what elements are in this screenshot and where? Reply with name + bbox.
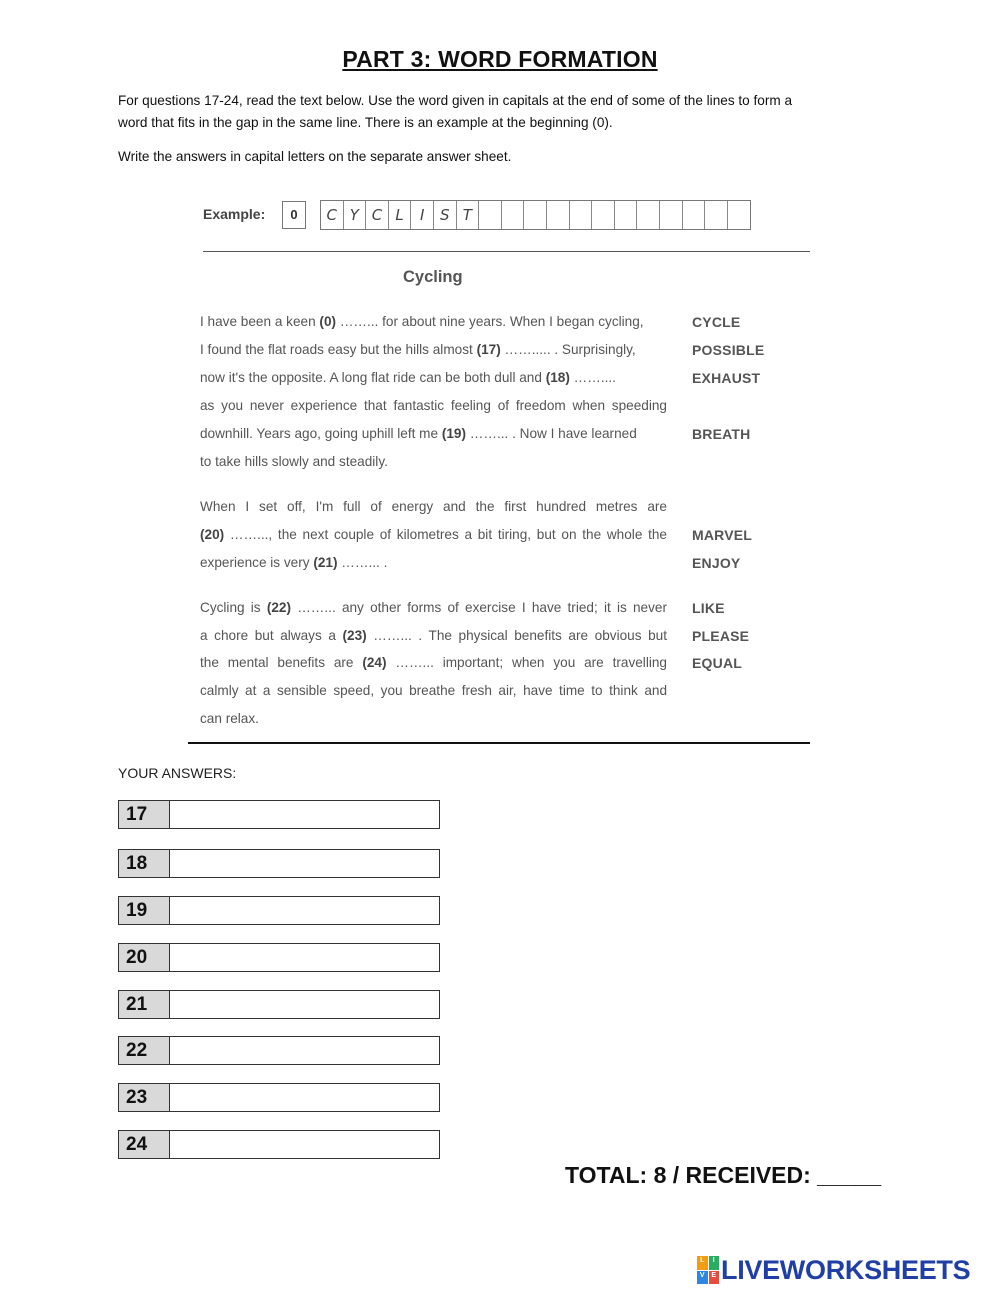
answer-input[interactable] xyxy=(170,944,439,971)
text-line xyxy=(200,314,667,329)
answer-row xyxy=(118,849,440,878)
answer-row xyxy=(118,896,440,925)
example-letter-box xyxy=(637,201,660,229)
text-line-segment: ……... . Now I have learned xyxy=(466,426,637,441)
gap-number: (20) xyxy=(200,527,225,542)
text-line-segment: now it's the opposite. A long flat ride can be both dull and xyxy=(200,370,546,385)
logo-text: LIVEWORKSHEETS xyxy=(721,1254,971,1285)
answer-number: 22 xyxy=(119,1037,170,1064)
logo-mark-letter: L xyxy=(697,1256,708,1270)
divider-bottom xyxy=(188,742,810,744)
text-line-segment: I have been a keen xyxy=(200,314,320,329)
logo-mark-letter: I xyxy=(709,1256,720,1270)
keyword: CYCLE xyxy=(692,314,741,330)
gap-number: (17) xyxy=(476,342,501,357)
answer-number: 19 xyxy=(119,897,170,924)
example-letter-box xyxy=(728,201,751,229)
gap-number: (21) xyxy=(313,555,338,570)
text-line xyxy=(200,711,667,726)
keyword: EXHAUST xyxy=(692,370,761,386)
answer-row xyxy=(118,1036,440,1065)
text-line xyxy=(200,426,667,441)
example-number: 0 xyxy=(282,201,306,229)
answer-row xyxy=(118,1083,440,1112)
instructions-line-1: For questions 17-24, read the text below. Use the word given in capitals at the end of some of the lines to form a xyxy=(118,93,793,108)
answer-row xyxy=(118,800,440,829)
answer-number: 24 xyxy=(119,1131,170,1158)
text-line-segment: to take hills slowly and steadily. xyxy=(200,454,388,469)
text-line-segment: When I set off, I'm full of energy and the first hundred metres are xyxy=(200,499,667,514)
example-letter-box xyxy=(547,201,570,229)
instructions-line-3: Write the answers in capital letters on the separate answer sheet. xyxy=(118,149,512,164)
example-letter-boxes xyxy=(320,200,751,230)
text-line-segment: I found the flat roads easy but the hills almost xyxy=(200,342,477,357)
answer-number: 20 xyxy=(119,944,170,971)
answer-number: 21 xyxy=(119,991,170,1018)
keyword: ENJOY xyxy=(692,555,741,571)
answer-number: 23 xyxy=(119,1084,170,1111)
text-line xyxy=(200,600,667,615)
text-line-segment: ……... any other forms of exercise I have tried; it is never xyxy=(291,600,667,615)
answer-input[interactable] xyxy=(170,897,439,924)
logo-mark-letter: E xyxy=(709,1271,720,1285)
answer-input[interactable] xyxy=(170,1084,439,1111)
text-line xyxy=(200,527,667,542)
gap-number: (19) xyxy=(441,426,467,441)
text-line-segment: as you never experience that fantastic feeling of freedom when speeding xyxy=(200,398,667,413)
answer-row xyxy=(118,990,440,1019)
example-label: Example: xyxy=(203,206,266,222)
text-title: Cycling xyxy=(403,268,463,286)
example-letter-box xyxy=(615,201,638,229)
text-line xyxy=(200,655,667,670)
example-letter-box: I xyxy=(411,201,434,229)
keyword: LIKE xyxy=(692,600,725,616)
text-line-segment: ……... important; when you are travelling xyxy=(386,655,667,670)
liveworksheets-logo xyxy=(697,1254,970,1286)
example-letter-box: S xyxy=(434,201,457,229)
text-line xyxy=(200,454,667,469)
text-line-segment: the mental benefits are xyxy=(200,655,363,670)
example-letter-box: L xyxy=(389,201,412,229)
keyword: EQUAL xyxy=(692,655,742,671)
answer-number: 18 xyxy=(119,850,170,877)
answer-row xyxy=(118,943,440,972)
keyword: POSSIBLE xyxy=(692,342,765,358)
text-line-segment: a chore but always a xyxy=(200,628,343,643)
answers-label: YOUR ANSWERS: xyxy=(118,765,237,781)
text-line xyxy=(200,555,667,570)
example-letter-box: T xyxy=(457,201,480,229)
example-letter-box xyxy=(683,201,706,229)
text-line-segment: ……..., the next couple of kilometres a bit tiring, but on the whole the xyxy=(224,527,667,542)
logo-mark-icon xyxy=(697,1256,719,1284)
example-letter-box xyxy=(524,201,547,229)
answer-input[interactable] xyxy=(170,1037,439,1064)
instructions-line-2: word that fits in the gap in the same line. There is an example at the beginning (0). xyxy=(118,115,613,130)
text-line-segment: ……... . The physical benefits are obvious but xyxy=(366,628,667,643)
text-line xyxy=(200,683,667,698)
text-line-segment: …….... xyxy=(569,370,616,385)
example-letter-box xyxy=(660,201,683,229)
text-line-segment: ……... for about nine years. When I began cycling, xyxy=(336,314,644,329)
keyword: MARVEL xyxy=(692,527,753,543)
text-line-segment: ……..... . Surprisingly, xyxy=(500,342,636,357)
answer-input[interactable] xyxy=(170,1131,439,1158)
gap-number: (18) xyxy=(545,370,570,385)
total-score: TOTAL: 8 / RECEIVED: _____ xyxy=(565,1162,882,1188)
text-line xyxy=(200,628,667,643)
example-letter-box: C xyxy=(366,201,389,229)
divider-top xyxy=(203,251,810,252)
text-line xyxy=(200,370,667,385)
example-letter-box: Y xyxy=(344,201,367,229)
answer-input[interactable] xyxy=(170,801,439,828)
gap-number: (23) xyxy=(342,628,367,643)
answer-input[interactable] xyxy=(170,991,439,1018)
answer-number: 17 xyxy=(119,801,170,828)
example-letter-box xyxy=(502,201,525,229)
text-line-segment: can relax. xyxy=(200,711,259,726)
text-line-segment: Cycling is xyxy=(200,600,267,615)
gap-number: (24) xyxy=(362,655,387,670)
answer-input[interactable] xyxy=(170,850,439,877)
page-title: PART 3: WORD FORMATION xyxy=(342,46,658,72)
text-line xyxy=(200,342,667,357)
text-line-segment: calmly at a sensible speed, you breathe fresh air, have time to think and xyxy=(200,683,667,698)
logo-mark-letter: V xyxy=(697,1271,708,1285)
example-letter-box xyxy=(705,201,728,229)
keyword: PLEASE xyxy=(692,628,750,644)
answer-row xyxy=(118,1130,440,1159)
keyword: BREATH xyxy=(692,426,751,442)
text-line xyxy=(200,398,667,413)
gap-number: (0) xyxy=(319,314,337,329)
text-line xyxy=(200,499,667,514)
text-line-segment: downhill. Years ago, going uphill left me xyxy=(200,426,442,441)
example-letter-box xyxy=(592,201,615,229)
text-line-segment: ……... . xyxy=(337,555,388,570)
example-letter-box xyxy=(570,201,593,229)
text-line-segment: experience is very xyxy=(200,555,314,570)
example-letter-box: C xyxy=(321,201,344,229)
example-letter-box xyxy=(479,201,502,229)
gap-number: (22) xyxy=(266,600,291,615)
